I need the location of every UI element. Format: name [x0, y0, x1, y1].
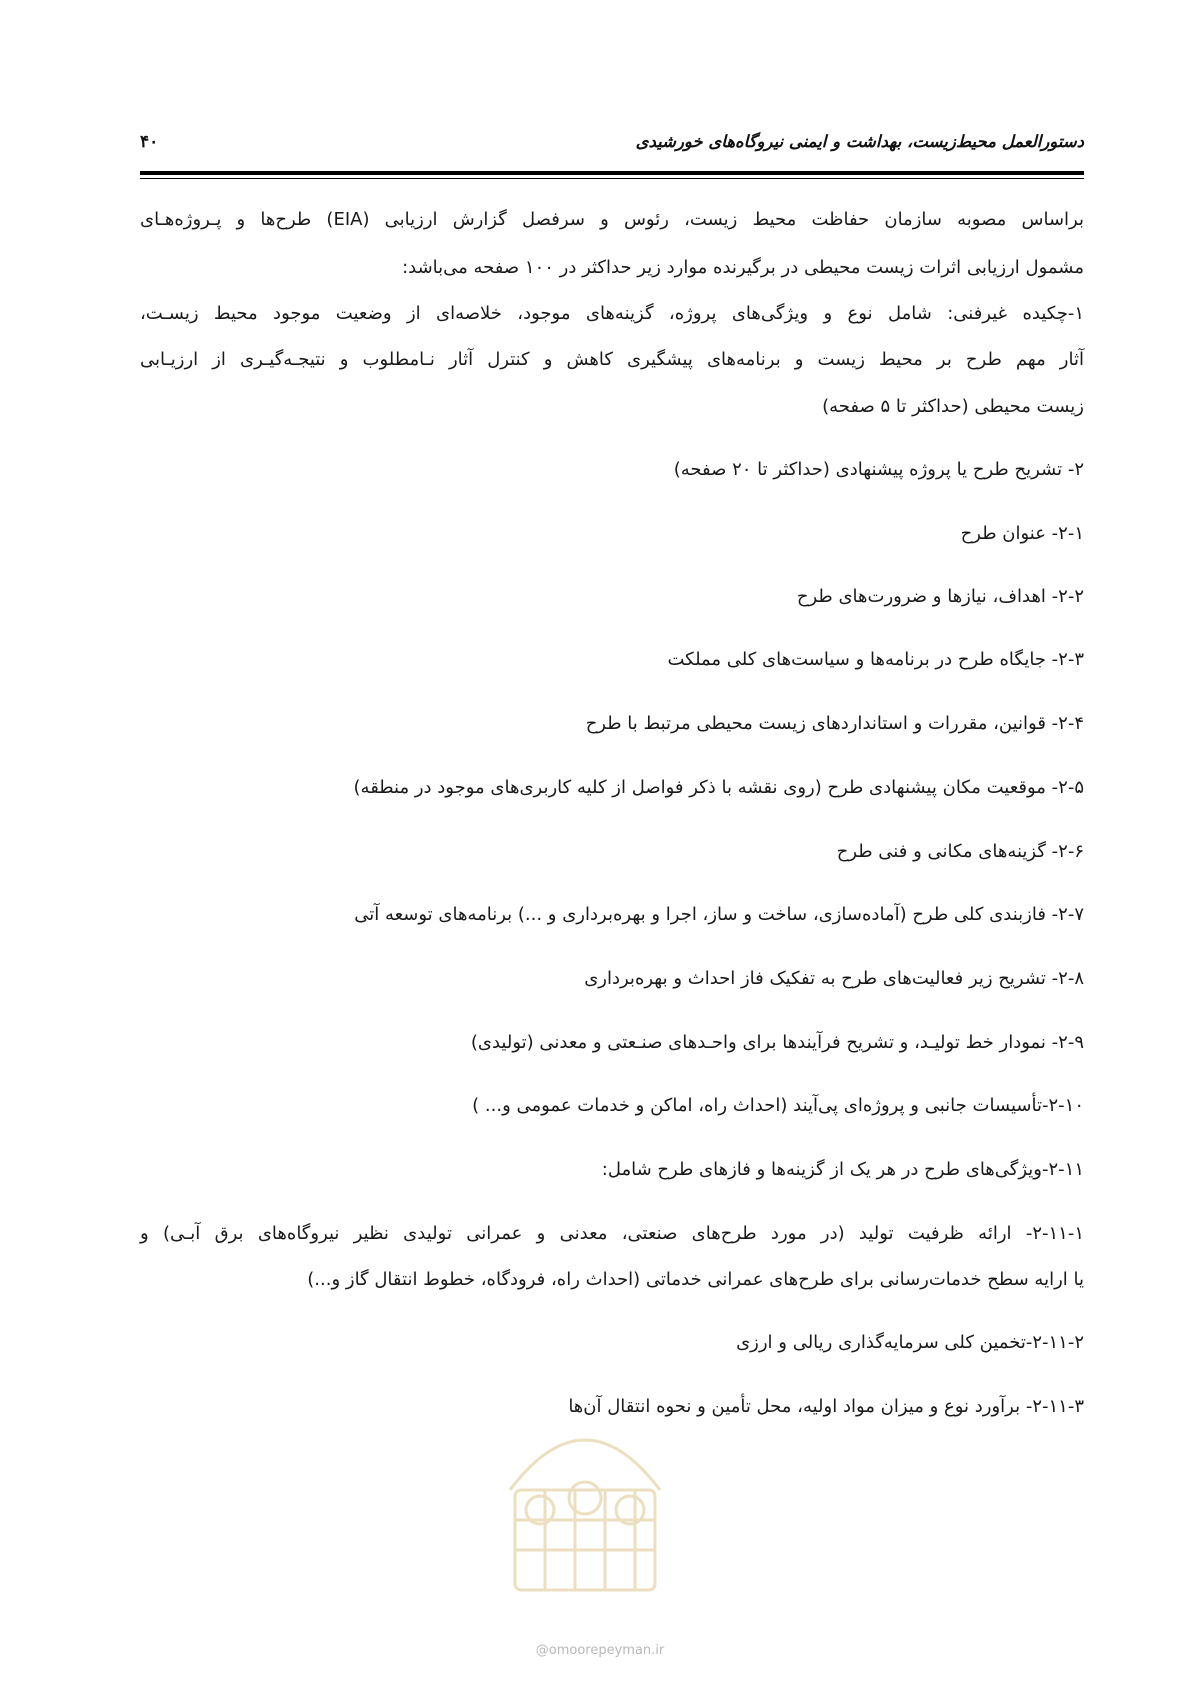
- running-title: دستورالعمل محیط‌زیست، بهداشت و ایمنی نیروگاه‌های خورشیدی: [635, 132, 1084, 151]
- item-2-11: ۲-۱۱-ویژگی‌های طرح در هر یک از گزینه‌ها و فازهای طرح شامل:: [601, 1159, 1084, 1180]
- item-2-9: ۲-۹- نمودار خط تولیـد، و تشریح فرآیندها برای واحـدهای صنـعتی و معدنی (تولیدی): [470, 1032, 1084, 1053]
- item-2-1: ۲-۱- عنوان طرح: [960, 523, 1084, 544]
- watermark-arc: [510, 1440, 660, 1490]
- page-number: ۴۰: [140, 132, 159, 152]
- intro-paragraph-line-1: براساس مصوبه سازمان حفاظت محیط زیست، رئوس و سرفصل گزارش ارزیابی (EIA) طرح‌ها و پـروژه‌هـای: [140, 209, 1084, 230]
- item-2-11-1-line-2: یا ارایه سطح خدمات‌رسانی برای طرح‌های عمرانی خدماتی (احداث راه، فرودگاه، خطوط انتقال گاز و...): [307, 1269, 1084, 1290]
- watermark-url: @omoorepeyman.ir: [535, 1643, 665, 1658]
- item-2-10: ۲-۱۰-تأسیسات جانبی و پروژه‌ای پی‌آیند (احداث راه، اماکن و خدمات عمومی و... ): [472, 1095, 1084, 1116]
- item-2-7: ۲-۷- فازبندی کلی طرح (آماده‌سازی، ساخت و ساز، اجرا و بهره‌برداری و ...) برنامه‌های توسعه آتی: [354, 904, 1084, 925]
- item-2-5: ۲-۵- موقعیت مکان پیشنهادی طرح (روی نقشه با ذکر فواصل از کلیه کاربری‌های موجود در منطقه): [353, 777, 1084, 798]
- item-2-11-3: ۲-۱۱-۳- برآورد نوع و میزان مواد اولیه، محل تأمین و نحوه انتقال آن‌ها: [568, 1396, 1084, 1417]
- item-2-6: ۲-۶- گزینه‌های مکانی و فنی طرح: [836, 841, 1084, 862]
- item-2-heading: ۲- تشریح طرح یا پروژه پیشنهادی (حداکثر تا ۲۰ صفحه): [673, 459, 1084, 480]
- item-2-11-1-line-1: ۲-۱۱-۱- ارائه ظرفیت تولید (در مورد طرح‌های صنعتی، معدنی و عمرانی تولیدی نظیر نیروگاه‌های برق آبـی) و: [140, 1223, 1084, 1244]
- item-2-2: ۲-۲- اهداف، نیازها و ضرورت‌های طرح: [796, 586, 1084, 607]
- page-header: [140, 128, 1084, 168]
- item-1-line-3: زیست محیطی (حداکثر تا ۵ صفحه): [822, 396, 1084, 417]
- item-1-line-2: آثار مهم طرح بر محیط زیست و برنامه‌های پیشگیری کاهش و کنترل آثار نـامطلوب و نتیجـه‌گیـری از ارزیـابی: [140, 349, 1084, 370]
- intro-paragraph-line-2: مشمول ارزیابی اثرات زیست محیطی در برگیرنده موارد زیر حداکثر در ۱۰۰ صفحه می‌باشد:: [402, 257, 1084, 278]
- item-1-line-1: ۱-چکیده غیرفنی: شامل نوع و ویژگی‌های پروژه، گزینه‌های موجود، خلاصه‌ای از وضعیت موجود محیط زیسـت،: [140, 303, 1084, 324]
- item-2-4: ۲-۴- قوانین، مقررات و استانداردهای زیست محیطی مرتبط با طرح: [585, 713, 1084, 734]
- item-2-11-2: ۲-۱۱-۲-تخمین کلی سرمایه‌گذاری ریالی و ارزی: [736, 1332, 1084, 1353]
- header-rule: [140, 171, 1084, 175]
- header-rule-thin: [140, 178, 1084, 179]
- item-2-8: ۲-۸- تشریح زیر فعالیت‌های طرح به تفکیک فاز احداث و بهره‌برداری: [584, 968, 1084, 989]
- item-2-3: ۲-۳- جایگاه طرح در برنامه‌ها و سیاست‌های کلی مملکت: [667, 649, 1084, 670]
